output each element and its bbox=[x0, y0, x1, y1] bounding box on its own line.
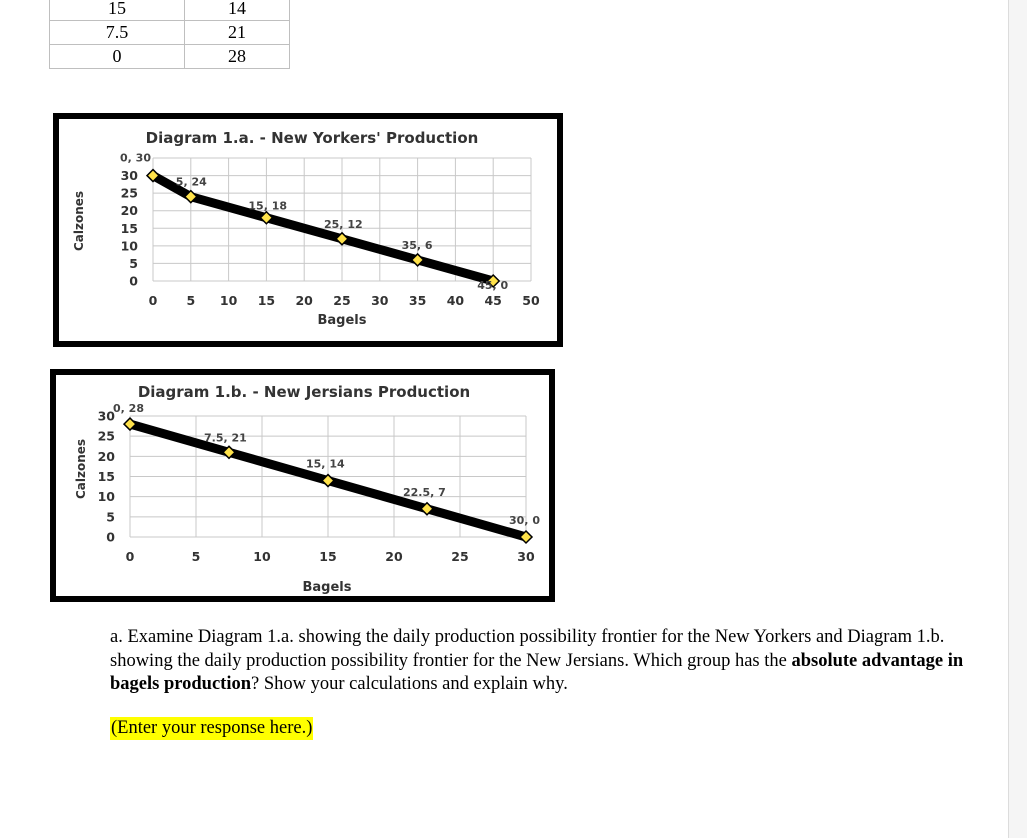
y-tick-label: 30 bbox=[120, 168, 138, 184]
x-tick-label: 45 bbox=[484, 293, 502, 308]
data-label: 15, 14 bbox=[306, 457, 345, 471]
data-label: 7.5, 21 bbox=[204, 431, 247, 445]
data-label: 22.5, 7 bbox=[403, 485, 446, 499]
data-label: 45, 0 bbox=[477, 279, 509, 292]
x-axis-label: Bagels bbox=[317, 313, 367, 328]
x-tick-label: 40 bbox=[446, 293, 465, 308]
chart-new-yorkers-svg bbox=[53, 113, 563, 347]
x-tick-label: 0 bbox=[125, 549, 135, 564]
x-tick-label: 25 bbox=[333, 293, 351, 308]
table-row bbox=[50, 45, 290, 69]
x-tick-label: 30 bbox=[371, 293, 389, 308]
y-tick-label: 0 bbox=[106, 529, 115, 545]
x-tick-label: 5 bbox=[191, 549, 201, 564]
chart-new-jersians-svg bbox=[50, 369, 555, 602]
chart-title: Diagram 1.a. - New Yorkers' Production bbox=[145, 129, 479, 147]
data-label: 5, 24 bbox=[175, 175, 207, 189]
x-tick-label: 0 bbox=[148, 293, 158, 308]
x-tick-label: 15 bbox=[319, 549, 337, 564]
table-cell: 28 bbox=[185, 45, 290, 69]
table-row bbox=[50, 0, 290, 21]
y-tick-label: 20 bbox=[120, 203, 138, 219]
data-label: 30, 0 bbox=[509, 514, 540, 527]
y-tick-label: 5 bbox=[106, 509, 115, 525]
chart-title: Diagram 1.b. - New Jersians Production bbox=[137, 383, 471, 401]
x-tick-label: 15 bbox=[257, 293, 276, 308]
y-tick-label: 10 bbox=[120, 238, 138, 254]
data-label: 35, 6 bbox=[401, 238, 433, 252]
question-suffix: ? Show your calculations and explain why. bbox=[251, 674, 568, 694]
y-axis-label: Calzones bbox=[72, 190, 86, 252]
x-tick-label: 5 bbox=[186, 293, 196, 308]
table-cell: 15 bbox=[50, 0, 185, 21]
chart-new-yorkers bbox=[53, 113, 563, 347]
table-cell: 0 bbox=[50, 45, 185, 69]
data-label: 0, 30 bbox=[120, 151, 151, 165]
x-tick-label: 10 bbox=[219, 293, 238, 308]
y-tick-label: 25 bbox=[97, 428, 115, 444]
data-table bbox=[49, 0, 290, 69]
data-label: 25, 12 bbox=[324, 217, 363, 231]
y-tick-label: 10 bbox=[97, 489, 115, 505]
table-cell: 14 bbox=[185, 0, 290, 21]
x-tick-label: 30 bbox=[517, 549, 535, 564]
y-tick-label: 30 bbox=[97, 408, 115, 424]
y-tick-label: 15 bbox=[120, 220, 138, 236]
x-tick-label: 20 bbox=[295, 293, 313, 308]
y-tick-label: 15 bbox=[97, 469, 115, 484]
table-row bbox=[50, 21, 290, 45]
x-tick-label: 10 bbox=[253, 549, 271, 564]
data-label: 15, 18 bbox=[248, 199, 288, 213]
response-field[interactable]: (Enter your response here.) bbox=[111, 718, 313, 738]
y-tick-label: 5 bbox=[129, 255, 138, 271]
question-text bbox=[110, 626, 970, 697]
x-tick-label: 25 bbox=[451, 549, 469, 564]
question-bold: absolute advantage in bagels production bbox=[110, 650, 964, 694]
table-cell: 21 bbox=[185, 21, 290, 45]
data-label: 0, 28 bbox=[113, 402, 144, 416]
x-tick-label: 35 bbox=[408, 293, 427, 308]
x-tick-label: 20 bbox=[385, 549, 403, 564]
table-cell: 7.5 bbox=[50, 21, 185, 45]
y-axis-label: Calzones bbox=[74, 438, 88, 500]
x-tick-label: 50 bbox=[522, 293, 540, 308]
y-tick-label: 25 bbox=[120, 185, 138, 201]
y-tick-label: 20 bbox=[97, 448, 115, 464]
chart-new-jersians bbox=[50, 369, 555, 602]
question-prefix: a. Examine Diagram 1.a. showing the daily production possibility frontier for the New Yorkers and Diagram 1.b. showing the daily production possibility frontier for the New Jersians. Which group has the bbox=[110, 627, 945, 671]
y-tick-label: 0 bbox=[129, 273, 138, 289]
x-axis-label: Bagels bbox=[302, 580, 352, 595]
vertical-scrollbar[interactable] bbox=[1008, 0, 1027, 838]
